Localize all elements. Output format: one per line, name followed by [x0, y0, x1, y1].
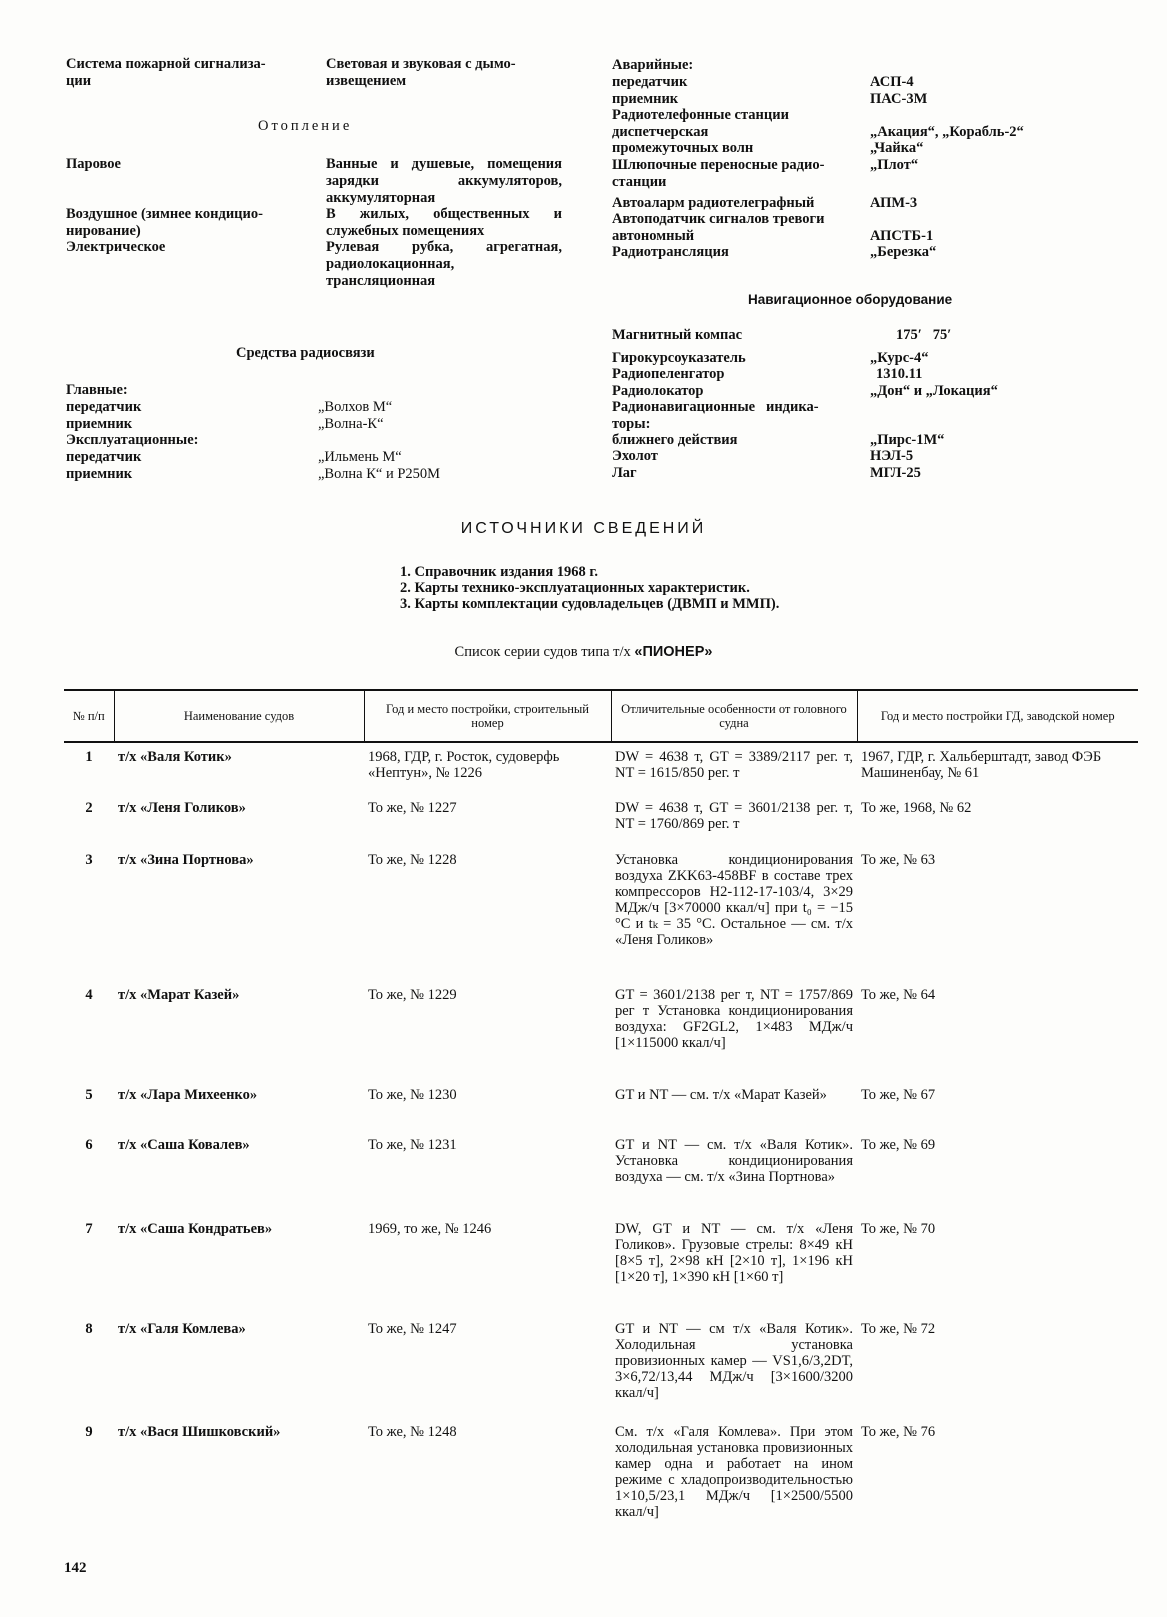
echo-label: Эхолот — [612, 448, 658, 464]
distinguishing-features: DW = 4638 т, GT = 3389/2117 рег. т, NT = 1615/850 рег. т — [615, 749, 853, 781]
distinguishing-features: GT = 3601/2138 рег т, NT = 1757/869 рег т Установка кондиционирования воздуха: GF2GL2, 1×483 МДж/ч [1×115000 ккал/ч] — [615, 987, 853, 1051]
autoalarm-value: АПМ-3 — [870, 195, 918, 211]
ship-name: т/х «Саша Ковалев» — [118, 1137, 250, 1153]
source-item-3: 3. Карты комплектации судовладельцев (ДВМП и ММП). — [400, 596, 780, 612]
row-number: 8 — [85, 1321, 93, 1337]
midwave-value: „Чайка“ — [870, 140, 924, 156]
heating-title: Отопление — [258, 118, 353, 134]
df-label: Радиопеленгатор — [612, 366, 725, 382]
emergency-tx: АСП-4 — [870, 74, 914, 90]
engine-info: То же, № 67 — [861, 1087, 936, 1103]
ship-name: т/х «Зина Портнова» — [118, 852, 254, 868]
ship-name: т/х «Леня Голиков» — [118, 800, 246, 816]
emergency-title: Аварийные: — [612, 57, 694, 73]
build-info: То же, № 1227 — [368, 800, 457, 816]
ship-name: т/х «Саша Кондратьев» — [118, 1221, 273, 1237]
build-info: То же, № 1231 — [368, 1137, 457, 1153]
radio-title: Средства радиосвязи — [236, 345, 375, 361]
build-info: 1968, ГДР, г. Росток, судоверфь «Нептун», № 1226 — [368, 749, 560, 781]
near-range-label: ближнего действия — [612, 432, 738, 448]
radio-ops-tx: „Ильмень М“ — [318, 449, 402, 465]
midwave-label: промежуточных волн — [612, 140, 754, 156]
engine-info: То же, № 64 — [861, 987, 936, 1003]
series-title-name: «ПИОНЕР» — [634, 644, 713, 660]
engine-info: То же, 1968, № 62 — [861, 800, 972, 816]
table-row — [64, 742, 1138, 794]
radio-main-rx: „Волна-К“ — [318, 416, 384, 432]
echo-value: НЭЛ-5 — [870, 448, 914, 464]
boat-radio-value: „Плот“ — [870, 157, 919, 173]
radio-ops-rx: „Волна К“ и Р250М — [318, 466, 441, 482]
col-header-engine: Год и место постройки ГД, заводской номер — [857, 690, 1138, 742]
gyro-value: „Курс-4“ — [870, 350, 929, 366]
autoalarm-label: Автоаларм радиотелеграфный — [612, 195, 815, 211]
col-header-built: Год и место постройки, строительный номер — [364, 690, 611, 742]
table-row — [64, 981, 1138, 1081]
radar-value: „Дон“ и „Локация“ — [870, 383, 998, 399]
col-header-features: Отличительные особенности от головного судна — [611, 690, 857, 742]
radio-main-tx: „Волхов М“ — [318, 399, 393, 415]
df-value: 1310.11 — [876, 366, 923, 382]
sources-title: ИСТОЧНИКИ СВЕДЕНИЙ — [460, 520, 707, 537]
engine-info: То же, № 72 — [861, 1321, 936, 1337]
heating-electric-value: Рулевая рубка, агрегатная, радиолокационная, трансляционная — [326, 239, 562, 289]
autosender-label: Автоподатчик сигналов тревоги — [612, 211, 825, 227]
build-info: То же, № 1247 — [368, 1321, 457, 1337]
row-number: 9 — [85, 1424, 93, 1440]
build-info: То же, № 1230 — [368, 1087, 457, 1103]
emergency-rx: ПАС-3М — [870, 91, 928, 107]
engine-info: То же, № 69 — [861, 1137, 936, 1153]
navigation-title: Навигационное оборудование — [748, 292, 953, 307]
distinguishing-features: Установка кондиционирования воздуха ZKK63-458BF в составе трех компрессоров Н2-112-17-103/4, 3×29 МДж/ч [3×70000 ккал/ч] при t₀ = −15 °С и tₖ = 35 °С. Остальное — см. т/х «Леня Голиков» — [615, 852, 853, 948]
boat-radio-label: Шлюпочные переносные радио- станции — [612, 157, 825, 190]
row-number: 3 — [85, 852, 93, 868]
row-number: 4 — [85, 987, 93, 1003]
engine-info: То же, № 63 — [861, 852, 936, 868]
radar-label: Радиолокатор — [612, 383, 704, 399]
compass-label: Магнитный компас — [612, 327, 743, 343]
distinguishing-features: DW = 4638 т, GT = 3601/2138 рег. т, NT = 1760/869 рег. т — [615, 800, 853, 832]
ship-name: т/х «Галя Комлева» — [118, 1321, 246, 1337]
distinguishing-features: DW, GT и NT — см. т/х «Леня Голиков». Грузовые стрелы: 8×49 кН [8×5 т], 2×98 кН [2×10 т], 1×196 кН [1×20 т], 1×390 кН [1×60 т] — [615, 1221, 853, 1285]
heating-electric-label: Электрическое — [66, 239, 166, 255]
table-row — [64, 1215, 1138, 1315]
log-value: МГЛ-25 — [870, 465, 921, 481]
engine-info: То же, № 70 — [861, 1221, 936, 1237]
table-row — [64, 1081, 1138, 1131]
emergency-rx-label: приемник — [612, 91, 679, 107]
radionav-label: Радионавигационные индика- торы: — [612, 399, 819, 432]
ship-name: т/х «Валя Котик» — [118, 749, 232, 765]
heating-air-value: В жилых, общественных и служебных помещениях — [326, 206, 562, 239]
radio-ops-label: Эксплуатационные: — [66, 432, 199, 448]
near-range-value: „Пирс-1М“ — [870, 432, 945, 448]
radio-main-label: Главные: — [66, 382, 128, 398]
radio-ops-rx-label: приемник — [66, 466, 133, 482]
ship-name: т/х «Лара Михеенко» — [118, 1087, 258, 1103]
engine-info: То же, № 76 — [861, 1424, 936, 1440]
distinguishing-features: GT и NT — см. т/х «Марат Казей» — [615, 1087, 827, 1103]
dispatch-label: диспетчерская — [612, 124, 709, 140]
emergency-tx-label: передатчик — [612, 74, 688, 90]
engine-info: 1967, ГДР, г. Хальберштадт, завод ФЭБ Машиненбау, № 61 — [861, 749, 1102, 781]
broadcast-label: Радиотрансляция — [612, 244, 729, 260]
table-row — [64, 1131, 1138, 1215]
col-header-number: № п/п — [64, 690, 114, 742]
row-number: 1 — [85, 749, 93, 765]
autonomous-label: автономный — [612, 228, 695, 244]
build-info: То же, № 1228 — [368, 852, 457, 868]
source-item-1: 1. Справочник издания 1968 г. — [400, 564, 598, 580]
autonomous-value: АПСТБ-1 — [870, 228, 934, 244]
fire-alarm-value: Световая и звуковая с дымо- извещением — [326, 56, 516, 89]
distinguishing-features: GT и NT — см т/х «Валя Котик». Холодильная установка провизионных камер — VS1,6/3,2DT, 3×6,72/13,44 МДж/ч [3×1600/3200 ккал/ч] — [615, 1321, 853, 1401]
row-number: 2 — [85, 800, 93, 816]
ship-name: т/х «Марат Казей» — [118, 987, 240, 1003]
series-title-prefix: Список серии судов типа т/х — [454, 644, 635, 660]
table-row — [64, 794, 1138, 846]
col-header-name: Наименование судов — [114, 690, 364, 742]
row-number: 7 — [85, 1221, 93, 1237]
distinguishing-features: См. т/х «Галя Комлева». При этом холодильная установка провизионных камер одна и работает на ином режиме с хладопроизводительностью 1×10,5/23,1 МДж/ч [1×2500/5500 ккал/ч] — [615, 1424, 853, 1520]
series-title — [0, 644, 1167, 661]
table-row — [64, 1315, 1138, 1418]
gyro-label: Гирокурсоуказатель — [612, 350, 746, 366]
broadcast-value: „Березка“ — [870, 244, 937, 260]
ship-name: т/х «Вася Шишковский» — [118, 1424, 281, 1440]
radio-ops-tx-label: передатчик — [66, 449, 142, 465]
dispatch-value: „Акация“, „Корабль-2“ — [870, 124, 1024, 140]
table-header-row — [64, 690, 1138, 742]
build-info: 1969, то же, № 1246 — [368, 1221, 492, 1237]
rt-stations-label: Радиотелефонные станции — [612, 107, 789, 123]
compass-value: 175′ 75′ — [896, 327, 952, 343]
source-item-2: 2. Карты технико-эксплуатационных характеристик. — [400, 580, 750, 596]
heating-air-label: Воздушное (зимнее кондицио- нирование) — [66, 206, 263, 239]
heating-steam-label: Паровое — [66, 156, 121, 172]
heating-steam-value: Ванные и душевые, помещения зарядки аккумуляторов, аккумуляторная — [326, 156, 562, 206]
build-info: То же, № 1248 — [368, 1424, 457, 1440]
table-row — [64, 846, 1138, 981]
radio-main-tx-label: передатчик — [66, 399, 142, 415]
row-number: 6 — [85, 1137, 93, 1153]
page-number: 142 — [64, 1560, 87, 1576]
radio-main-rx-label: приемник — [66, 416, 133, 432]
table-row — [64, 1418, 1138, 1520]
row-number: 5 — [85, 1087, 93, 1103]
build-info: То же, № 1229 — [368, 987, 457, 1003]
distinguishing-features: GT и NT — см. т/х «Валя Котик». Установка кондиционирования воздуха — см. т/х «Зина Портнова» — [615, 1137, 853, 1185]
ship-series-table — [64, 689, 1138, 1520]
log-label: Лаг — [612, 465, 637, 481]
fire-alarm-label: Система пожарной сигнализа- ции — [66, 56, 266, 89]
